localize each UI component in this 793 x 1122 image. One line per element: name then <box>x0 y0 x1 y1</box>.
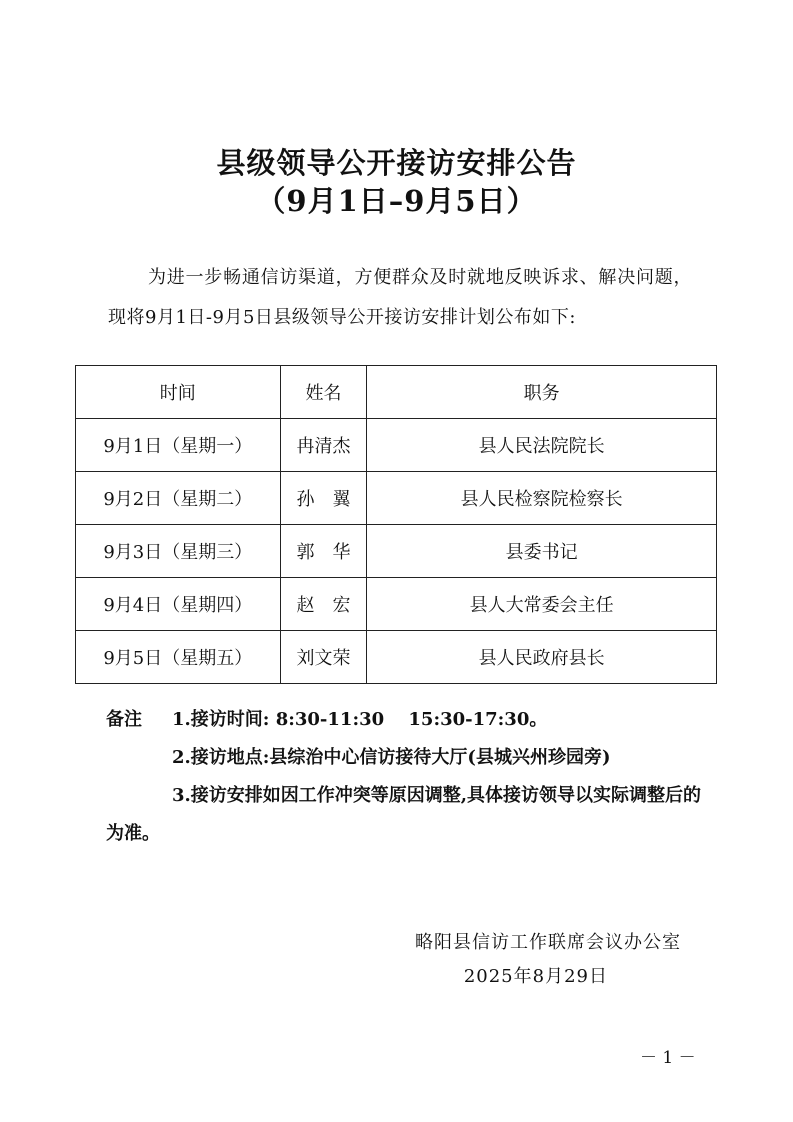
intro-paragraph: 为进一步畅通信访渠道，方便群众及时就地反映诉求、解决问题，现将9月1日-9月5日县级领导公开接访安排计划公布如下: <box>108 267 692 328</box>
cell-name: 赵 宏 <box>280 578 367 631</box>
notes-section <box>106 701 706 853</box>
cell-role: 县委书记 <box>367 525 717 578</box>
page-subtitle-date-range: （9月1日–9月5日） <box>256 184 537 218</box>
header-role: 职务 <box>367 366 717 419</box>
cell-name: 刘文荣 <box>280 631 367 684</box>
note-text-location: 2.接访地点:县综治中心信访接待大厅(县城兴州珍园旁) <box>172 747 611 768</box>
cell-name: 孙 翼 <box>280 472 367 525</box>
cell-name: 郭 华 <box>280 525 367 578</box>
cell-time: 9月1日（星期一） <box>76 419 281 472</box>
cell-time: 9月2日（星期二） <box>76 472 281 525</box>
note-text-adjustment: 3.接访安排如因工作冲突等原因调整,具体接访领导以实际调整后的为准。 <box>106 785 702 844</box>
cell-name: 冉清杰 <box>280 419 367 472</box>
header-time: 时间 <box>76 366 281 419</box>
cell-role: 县人大常委会主任 <box>367 578 717 631</box>
schedule-table <box>75 365 717 684</box>
header-name: 姓名 <box>280 366 367 419</box>
cell-time: 9月4日（星期四） <box>76 578 281 631</box>
table-row <box>76 631 717 684</box>
page-title: 县级领导公开接访安排公告 <box>216 146 577 180</box>
cell-time: 9月3日（星期三） <box>76 525 281 578</box>
table-row <box>76 419 717 472</box>
signature-date: 2025年8月29日 <box>463 966 608 987</box>
note-item-adjustment <box>106 777 706 853</box>
cell-role: 县人民政府县长 <box>367 631 717 684</box>
cell-time: 9月5日（星期五） <box>76 631 281 684</box>
note-item-location <box>106 739 706 777</box>
notes-label: 备注 <box>106 709 142 730</box>
signature-organization: 略阳县信访工作联席会议办公室 <box>415 932 681 953</box>
cell-role: 县人民检察院检察长 <box>367 472 717 525</box>
table-row <box>76 525 717 578</box>
note-text-time: 1.接访时间: 8:30-11:30 15:30-17:30。 <box>172 709 548 730</box>
page-number: － 1 － <box>640 1048 696 1068</box>
table-header-row <box>76 366 717 419</box>
table-row <box>76 472 717 525</box>
note-item-time <box>106 701 706 739</box>
table-row <box>76 578 717 631</box>
cell-role: 县人民法院院长 <box>367 419 717 472</box>
